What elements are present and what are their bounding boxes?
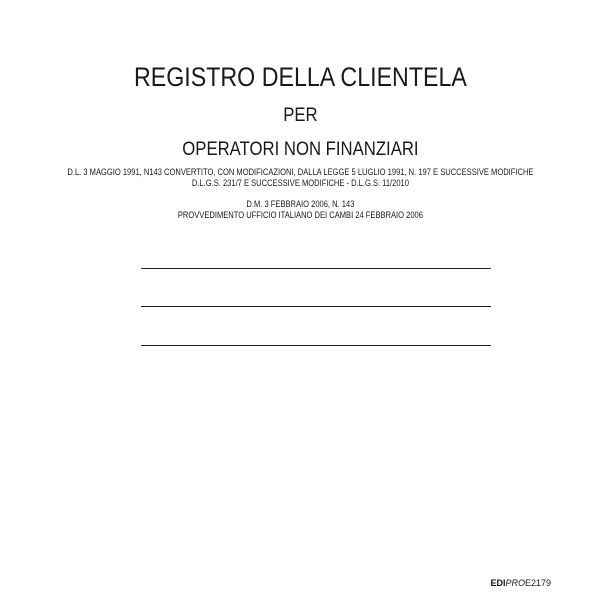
publisher-code (490, 578, 551, 588)
law-reference-line: D.M. 3 FEBBRAIO 2006, N. 143 (246, 199, 355, 209)
blank-writing-line (141, 268, 491, 269)
publisher-logo-edi: EDI (490, 578, 506, 588)
publisher-logo-pro: PRO (505, 578, 525, 588)
blank-writing-line (141, 306, 491, 307)
document-subtitle: OPERATORI NON FINANZIARI (182, 139, 419, 160)
blank-writing-line (141, 345, 491, 346)
law-reference-line: PROVVEDIMENTO UFFICIO ITALIANO DEI CAMBI 24 FEBBRAIO 2006 (177, 210, 423, 220)
product-code: E2179 (524, 578, 551, 588)
title-connector: PER (283, 105, 318, 126)
law-reference-line: D.L.G.S. 231/7 E SUCCESSIVE MODIFICHE - D.L.G.S. 11/2010 (191, 178, 409, 188)
law-reference-line: D.L. 3 MAGGIO 1991, N143 CONVERTITO, CON MODIFICAZIONI, DALLA LEGGE 5 LUGLIO 1991, N. 197 E SUCCESSIVE MODIFICHE (67, 167, 534, 177)
document-title: REGISTRO DELLA CLIENTELA (133, 62, 467, 92)
